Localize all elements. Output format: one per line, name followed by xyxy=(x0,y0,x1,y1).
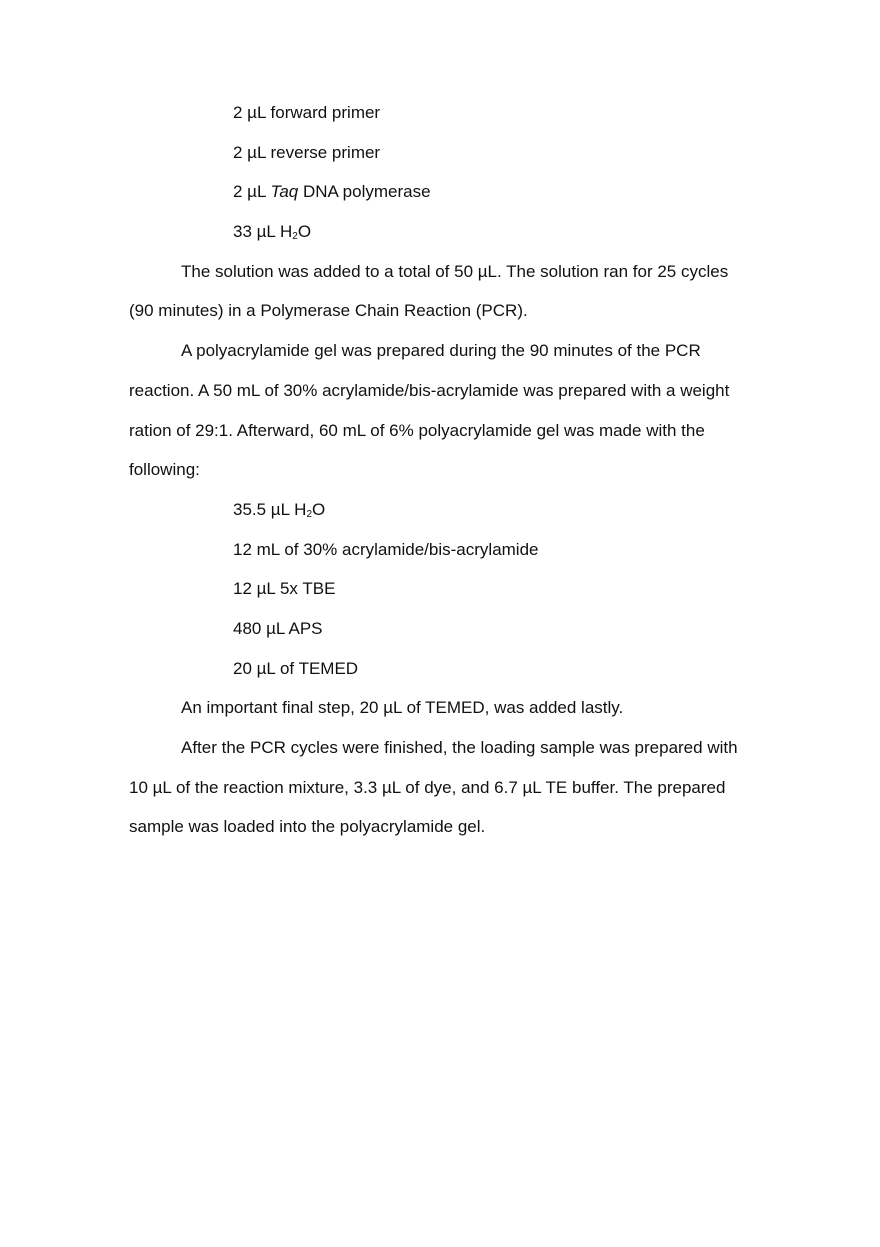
pcr-mix-item xyxy=(0,172,880,212)
gel-mix-item: 20 µL of TEMED xyxy=(233,658,359,678)
text: O xyxy=(312,499,326,519)
pcr-mix-item: 2 µL reverse primer xyxy=(233,142,381,162)
gel-mix-item: 12 mL of 30% acrylamide/bis-acrylamide xyxy=(233,539,539,559)
gel-mix-item: 12 µL 5x TBE xyxy=(233,579,336,599)
paragraph-line: sample was loaded into the polyacrylamide gel. xyxy=(129,817,486,837)
gel-mix-item: 480 µL APS xyxy=(233,618,323,638)
paragraph-line: An important final step, 20 µL of TEMED, was added lastly. xyxy=(181,698,624,718)
pcr-mix-item: 2 µL forward primer xyxy=(233,103,381,122)
subscript: 2 xyxy=(292,231,298,243)
text: 35.5 µL H xyxy=(233,499,307,519)
italic-text: Taq xyxy=(270,182,299,202)
paragraph-line: After the PCR cycles were finished, the loading sample was prepared with xyxy=(181,738,738,757)
text: 33 µL H xyxy=(233,222,293,242)
paragraph-line: (90 minutes) in a Polymerase Chain Reaction (PCR). xyxy=(129,301,528,321)
text: 2 µL xyxy=(233,182,271,202)
paragraph-line: following: xyxy=(129,460,200,480)
document-page xyxy=(0,93,880,847)
text: DNA polymerase xyxy=(298,182,431,202)
paragraph-line: reaction. A 50 mL of 30% acrylamide/bis-acrylamide was prepared with a weight xyxy=(129,380,730,400)
paragraph-line: A polyacrylamide gel was prepared during the 90 minutes of the PCR xyxy=(181,341,701,361)
pcr-mix-item xyxy=(0,212,880,252)
subscript: 2 xyxy=(306,508,312,520)
paragraph-line: 10 µL of the reaction mixture, 3.3 µL of dye, and 6.7 µL TE buffer. The prepared xyxy=(129,777,726,797)
gel-mix-item xyxy=(0,490,880,530)
paragraph-line: ration of 29:1. Afterward, 60 mL of 6% polyacrylamide gel was made with the xyxy=(129,420,705,440)
paragraph-line: The solution was added to a total of 50 µL. The solution ran for 25 cycles xyxy=(181,261,729,281)
text: O xyxy=(297,222,312,242)
